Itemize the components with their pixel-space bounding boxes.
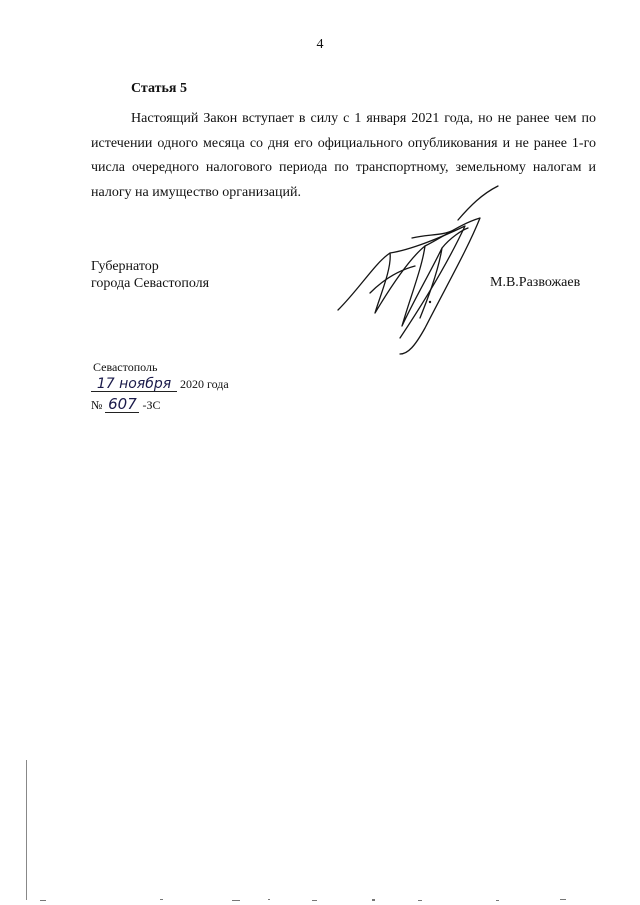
handwritten-date: 17 ноября (91, 377, 177, 392)
signing-date (91, 377, 229, 392)
number-prefix: № (91, 398, 103, 412)
handwritten-number: 607 (105, 397, 139, 413)
governor-position-line1: Губернатор (91, 259, 159, 274)
scan-margin-line (26, 760, 27, 900)
signing-place: Севастополь (93, 360, 158, 374)
page-number: 4 (316, 37, 324, 52)
law-number (91, 397, 160, 413)
number-suffix: -ЗС (142, 398, 161, 412)
date-year: 2020 года (180, 377, 229, 391)
governor-name: М.В.Развожаев (490, 275, 581, 290)
handwritten-signature (330, 178, 505, 358)
scan-noise (0, 890, 640, 905)
article-title: Статья 5 (131, 81, 187, 96)
article-text: Настоящий Закон вступает в силу с 1 января 2021 года, но не ранее чем по истечении одного месяца со дня его официального опубликования и не ранее 1-го числа очередного налогового периода по транспортному, земельному налогам и налогу на имущество организаций. (91, 111, 596, 200)
governor-position (91, 258, 209, 292)
governor-position-line2: города Севастополя (91, 276, 210, 291)
